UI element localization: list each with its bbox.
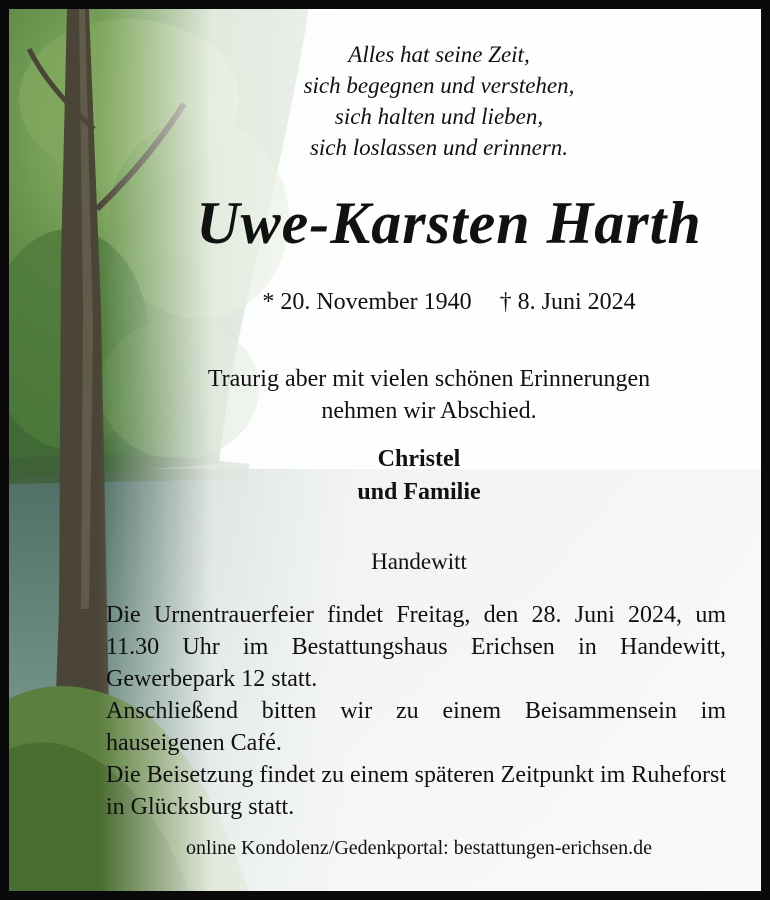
mourner-line: Christel — [377, 446, 461, 472]
farewell-line: nehmen wir Abschied. — [321, 398, 537, 424]
life-dates — [189, 287, 709, 317]
place: Handewitt — [371, 549, 467, 574]
notice-content — [9, 9, 761, 891]
mourners — [209, 443, 629, 509]
mourner-line: und Familie — [357, 479, 481, 505]
deceased-name: Uwe-Karsten Harth — [196, 190, 702, 256]
online-condolence: online Kondolenz/Gedenkportal: bestattungen-erichsen.de — [186, 837, 652, 859]
farewell-line: Traurig aber mit vielen schönen Erinnerungen — [207, 366, 651, 392]
ceremony-paragraph: Die Beisetzung findet zu einem späteren Zeitpunkt im Ruheforst in Glücksburg statt. — [106, 762, 726, 820]
ceremony-details — [106, 599, 726, 823]
death-date: † 8. Juni 2024 — [499, 289, 636, 315]
ceremony-paragraph: Die Urnentrauerfeier findet Freitag, den 28. Juni 2024, um 11.30 Uhr im Bestattungshaus Erichsen in Handewitt, Gewerbepark 12 statt. — [106, 602, 726, 692]
poem — [179, 39, 699, 163]
farewell-text — [119, 363, 739, 427]
birth-date: * 20. November 1940 — [262, 289, 472, 315]
ceremony-paragraph: Anschließend bitten wir zu einem Beisammensein im hauseigenen Café. — [106, 698, 726, 756]
poem-line: sich begegnen und verstehen, — [303, 73, 575, 98]
poem-line: Alles hat seine Zeit, — [348, 42, 530, 67]
poem-line: sich halten und lieben, — [334, 104, 544, 129]
poem-line: sich loslassen und erinnern. — [309, 135, 569, 160]
